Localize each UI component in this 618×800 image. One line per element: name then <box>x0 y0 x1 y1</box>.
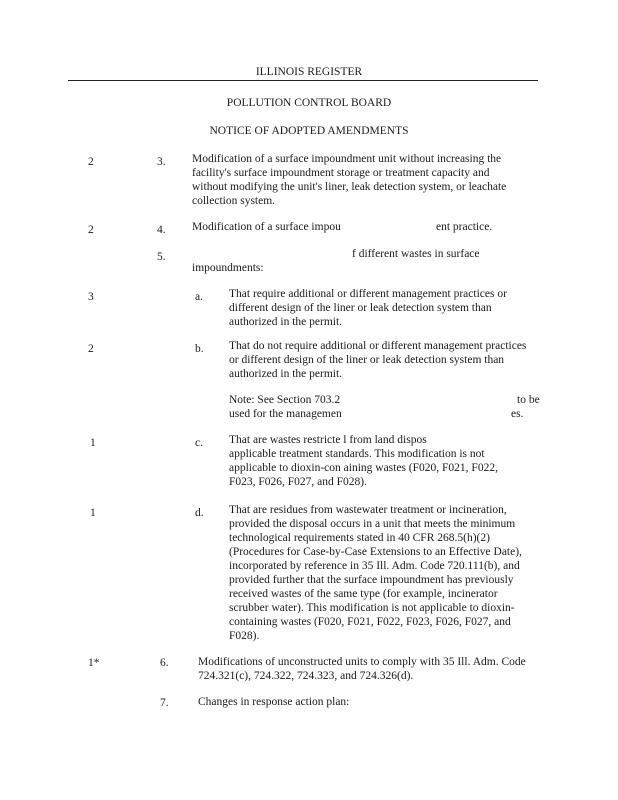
item-7-text: Changes in response action plan: <box>198 696 350 708</box>
item-5b-class: 2 <box>88 343 94 355</box>
item-4-text-a: Modification of a surface impou <box>192 221 341 233</box>
item-5b-line-2: or different design of the liner or leak detection system than <box>229 354 505 366</box>
item-3-line-4: collection system. <box>192 195 276 207</box>
item-6-class: 1* <box>88 657 100 669</box>
item-5d-line-4: (Procedures for Case-by-Case Extensions to an Effective Date), <box>229 546 522 558</box>
item-3-line-3: without modifying the unit's liner, leak detection system, or leachate <box>192 181 507 193</box>
item-5d-line-3: technological requirements stated in 40 CFR 268.5(h)(2) <box>229 532 490 544</box>
item-5c-line-2: applicable treatment standards. This modification is not <box>229 448 485 460</box>
board-title: POLLUTION CONTROL BOARD <box>226 97 392 109</box>
item-5b-note-2a: used for the managemen <box>229 408 342 420</box>
item-6-number: 6. <box>160 657 169 669</box>
item-5c-line-4: F023, F026, F027, and F028). <box>229 476 368 488</box>
register-title: ILLINOIS REGISTER <box>255 66 363 78</box>
item-5d-line-8: scrubber water). This modification is not applicable to dioxin- <box>229 602 515 614</box>
item-5a-line-3: authorized in the permit. <box>229 316 343 328</box>
item-5b-note-1a: Note: See Section 703.2 <box>229 394 341 406</box>
item-5d-line-6: provided further that the surface impoundment has previously <box>229 574 514 586</box>
item-7-number: 7. <box>160 697 169 709</box>
item-5a-line-2: different design of the liner or leak detection system than <box>229 302 492 314</box>
item-5b-letter: b. <box>195 343 204 355</box>
item-5d-line-9: containing wastes (F020, F021, F022, F023, F026, F027, and <box>229 616 511 628</box>
item-5d-letter: d. <box>195 507 204 519</box>
item-5a-class: 3 <box>88 291 94 303</box>
item-3-number: 3. <box>157 156 166 168</box>
item-4-text-b: ent practice. <box>436 221 493 233</box>
item-5a-letter: a. <box>195 291 203 303</box>
item-5-line-1: f different wastes in surface <box>352 248 480 260</box>
item-5a-line-1: That require additional or different management practices or <box>229 288 507 300</box>
item-3-line-1: Modification of a surface impoundment unit without increasing the <box>192 153 502 165</box>
item-5d-line-5: incorporated by reference in 35 Ill. Adm. Code 720.111(b), and <box>229 560 520 572</box>
item-4-number: 4. <box>157 224 166 236</box>
item-5d-line-1: That are residues from wastewater treatment or incineration, <box>229 504 507 516</box>
item-3-class: 2 <box>88 156 94 168</box>
notice-title: NOTICE OF ADOPTED AMENDMENTS <box>209 125 409 137</box>
item-5b-line-3: authorized in the permit. <box>229 368 343 380</box>
item-5b-line-1: That do not require additional or different management practices <box>229 340 527 352</box>
header-rule <box>68 80 538 81</box>
item-5c-letter: c. <box>195 437 203 449</box>
item-5d-line-7: received wastes of the same type (for example, incinerator <box>229 588 498 600</box>
item-5-line-2: impoundments: <box>192 262 264 274</box>
item-5-number: 5. <box>157 251 166 263</box>
item-5d-class: 1 <box>90 507 96 519</box>
item-5b-note-1b: to be <box>517 394 540 406</box>
item-4-class: 2 <box>88 224 94 236</box>
item-5c-line-1: That are wastes restricte l from land dispos <box>229 434 427 446</box>
item-5d-line-10: F028). <box>229 630 260 642</box>
item-5d-line-2: provided the disposal occurs in a unit that meets the minimum <box>229 518 516 530</box>
item-6-line-1: Modifications of unconstructed units to comply with 35 Ill. Adm. Code <box>198 656 526 668</box>
item-5b-note-2b: es. <box>511 408 524 420</box>
item-6-line-2: 724.321(c), 724.322, 724.323, and 724.326(d). <box>198 670 414 682</box>
item-3-line-2: facility's surface impoundment storage or treatment capacity and <box>192 167 490 179</box>
item-5c-line-3: applicable to dioxin-con aining wastes (F020, F021, F022, <box>229 462 498 474</box>
item-5c-class: 1 <box>90 437 96 449</box>
